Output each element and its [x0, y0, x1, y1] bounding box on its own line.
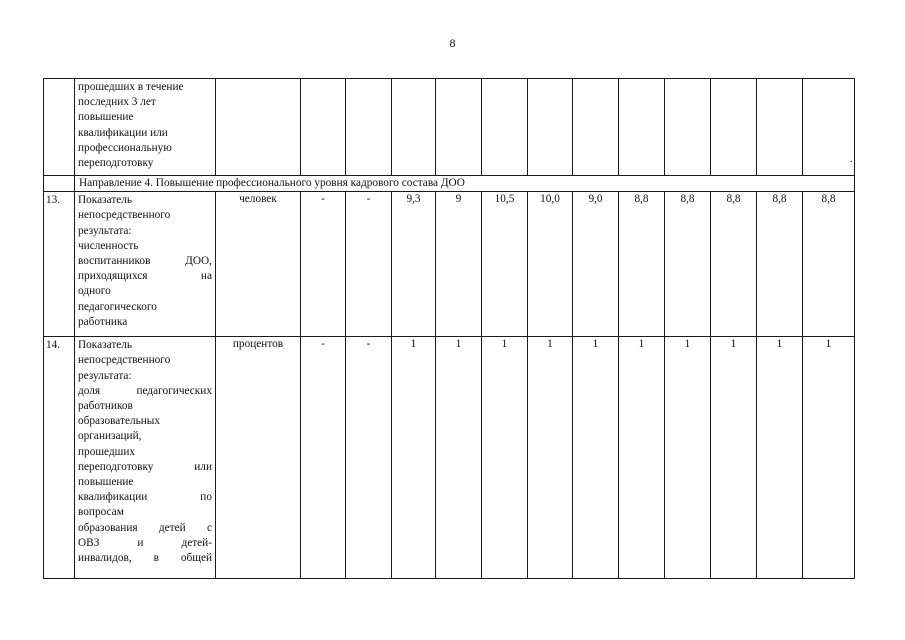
value-cell: [803, 79, 855, 176]
value-cell: 10,5: [482, 192, 528, 337]
description-cell: [75, 192, 216, 337]
description-line: профессиональную: [78, 141, 172, 154]
description-line: численность: [78, 239, 139, 252]
description-line: Показатель: [78, 339, 133, 352]
direction-row: [44, 176, 855, 192]
value-cell: 1: [803, 337, 855, 579]
description-line: непосредственного: [78, 354, 171, 367]
description-line: организаций,: [78, 430, 142, 443]
description-line: переподготовку или: [78, 460, 212, 473]
num-cell: [44, 176, 75, 192]
description-line: работника: [78, 315, 128, 328]
value-cell: 1: [757, 337, 803, 579]
description-line: образования детей с: [78, 521, 212, 534]
description-line: квалификации или: [78, 126, 168, 139]
value-cell: 1: [573, 337, 619, 579]
value-cell: 8,8: [619, 192, 665, 337]
description-line: педагогического: [78, 300, 157, 313]
description-line: образовательных: [78, 415, 161, 428]
description-line: непосредственного: [78, 209, 171, 222]
description-line: инвалидов, в общей: [78, 552, 212, 565]
value-cell: [392, 79, 436, 176]
value-cell: [482, 79, 528, 176]
description-line: вопросам: [78, 506, 124, 519]
description-cell: [75, 337, 216, 579]
description-line: результата:: [78, 369, 132, 382]
value-cell: 1: [665, 337, 711, 579]
indicator-table: [43, 78, 855, 579]
value-cell: [528, 79, 573, 176]
description-line: доля педагогических: [78, 384, 212, 397]
value-cell: [346, 79, 392, 176]
value-cell: [711, 79, 757, 176]
value-cell: [665, 79, 711, 176]
description-line: последних 3 лет: [78, 96, 156, 109]
description-line: ОВЗ и детей-: [78, 536, 212, 549]
unit-cell: [216, 79, 301, 176]
value-cell: 9,3: [392, 192, 436, 337]
value-cell: 9: [436, 192, 482, 337]
unit-cell: процентов: [216, 337, 301, 579]
value-cell: 1: [482, 337, 528, 579]
description-line: Показатель: [78, 194, 133, 207]
direction-heading: Направление 4. Повышение профессионального уровня кадрового состава ДОО: [75, 176, 855, 192]
value-cell: 8,8: [803, 192, 855, 337]
value-cell: [619, 79, 665, 176]
value-cell: [757, 79, 803, 176]
value-cell: 8,8: [665, 192, 711, 337]
description-line: приходящихся на: [78, 270, 212, 283]
description-line: прошедших в течение: [78, 81, 184, 93]
row-number: 14.: [44, 337, 75, 579]
value-cell: [573, 79, 619, 176]
description-cell: [75, 79, 216, 176]
value-cell: [301, 79, 346, 176]
value-cell: 8,8: [757, 192, 803, 337]
num-cell: [44, 79, 75, 176]
description-line: работников: [78, 400, 133, 413]
description-line: переподготовку: [78, 157, 154, 170]
description-line: повышение: [78, 111, 134, 124]
value-cell: -: [301, 192, 346, 337]
value-cell: [436, 79, 482, 176]
value-cell: -: [301, 337, 346, 579]
value-cell: -: [346, 337, 392, 579]
description-line: прошедших: [78, 445, 136, 458]
value-cell: 1: [619, 337, 665, 579]
row-number: 13.: [44, 192, 75, 337]
page-number: 8: [449, 36, 456, 50]
description-line: повышение: [78, 476, 134, 489]
value-cell: 1: [528, 337, 573, 579]
value-cell: 8,8: [711, 192, 757, 337]
stray-mark: .: [850, 154, 853, 165]
description-line: одного: [78, 285, 111, 298]
value-cell: 1: [711, 337, 757, 579]
value-cell: 9,0: [573, 192, 619, 337]
unit-cell: человек: [216, 192, 301, 337]
value-cell: 1: [392, 337, 436, 579]
value-cell: -: [346, 192, 392, 337]
indicator-row-13: [44, 192, 855, 337]
description-line: воспитанников ДОО,: [78, 255, 212, 268]
value-cell: 10,0: [528, 192, 573, 337]
continuation-row: [44, 79, 855, 176]
description-line: результата:: [78, 224, 132, 237]
indicator-row-14: [44, 337, 855, 579]
description-line: квалификации по: [78, 491, 212, 504]
value-cell: 1: [436, 337, 482, 579]
